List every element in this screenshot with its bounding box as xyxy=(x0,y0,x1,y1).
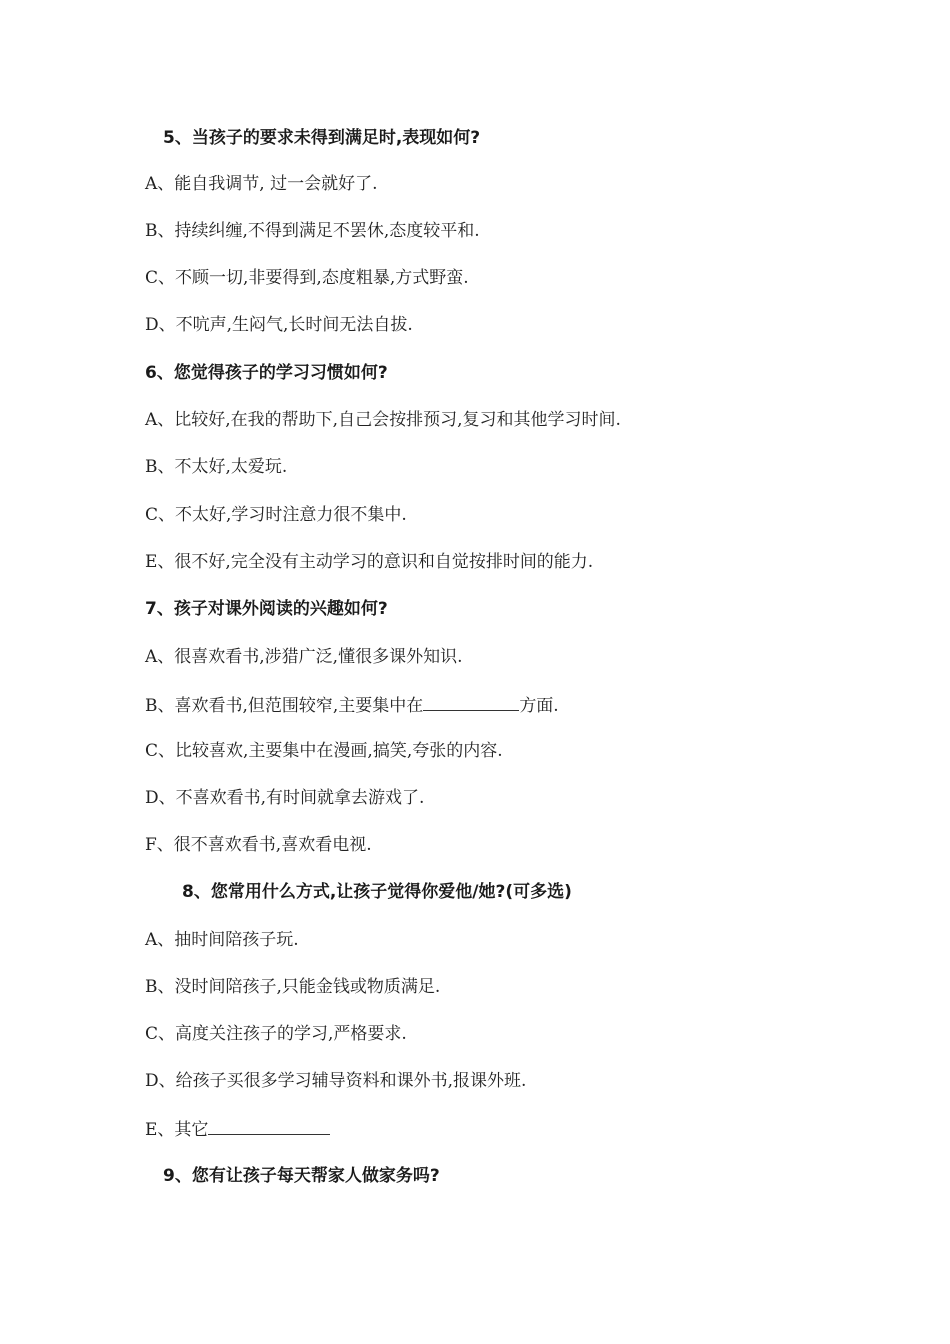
question-8-option-e-text: E、其它 xyxy=(145,1120,209,1140)
question-8-option-a: A、抽时间陪孩子玩. xyxy=(145,930,299,950)
question-7-option-b-suffix: 方面. xyxy=(519,696,559,716)
question-7-option-b-text: B、喜欢看书,但范围较窄,主要集中在 xyxy=(145,696,424,716)
question-5-title: 5、当孩子的要求未得到满足时,表现如何? xyxy=(163,128,481,148)
question-8-title: 8、您常用什么方式,让孩子觉得你爱他/她?(可多选) xyxy=(182,882,572,902)
fill-in-blank[interactable] xyxy=(423,692,519,711)
question-8-option-d: D、给孩子买很多学习辅导资料和课外书,报课外班. xyxy=(145,1071,527,1091)
question-6-option-b: B、不太好,太爱玩. xyxy=(145,457,288,477)
question-8-option-e xyxy=(145,1116,330,1142)
question-8-option-b: B、没时间陪孩子,只能金钱或物质满足. xyxy=(145,977,441,997)
question-7-title: 7、孩子对课外阅读的兴趣如何? xyxy=(145,599,388,619)
question-6-option-c: C、不太好,学习时注意力很不集中. xyxy=(145,505,407,525)
fill-in-blank[interactable] xyxy=(208,1116,330,1135)
question-9-title: 9、您有让孩子每天帮家人做家务吗? xyxy=(163,1166,440,1186)
question-7-option-c: C、比较喜欢,主要集中在漫画,搞笑,夸张的内容. xyxy=(145,741,503,761)
question-7-option-f: F、很不喜欢看书,喜欢看电视. xyxy=(145,835,372,855)
question-7-option-b xyxy=(145,692,559,718)
question-5-option-a: A、能自我调节, 过一会就好了. xyxy=(145,174,378,194)
question-5-option-c: C、不顾一切,非要得到,态度粗暴,方式野蛮. xyxy=(145,268,469,288)
question-7-option-d: D、不喜欢看书,有时间就拿去游戏了. xyxy=(145,788,425,808)
question-5-option-d: D、不吭声,生闷气,长时间无法自拔. xyxy=(145,315,413,335)
question-5-option-b: B、持续纠缠,不得到满足不罢休,态度较平和. xyxy=(145,221,480,241)
question-7-option-a: A、很喜欢看书,涉猎广泛,懂很多课外知识. xyxy=(145,647,463,667)
question-6-option-a: A、比较好,在我的帮助下,自己会按排预习,复习和其他学习时间. xyxy=(145,410,621,430)
question-6-title: 6、您觉得孩子的学习习惯如何? xyxy=(145,363,388,383)
question-8-option-c: C、高度关注孩子的学习,严格要求. xyxy=(145,1024,407,1044)
question-6-option-e: E、很不好,完全没有主动学习的意识和自觉按排时间的能力. xyxy=(145,552,594,572)
